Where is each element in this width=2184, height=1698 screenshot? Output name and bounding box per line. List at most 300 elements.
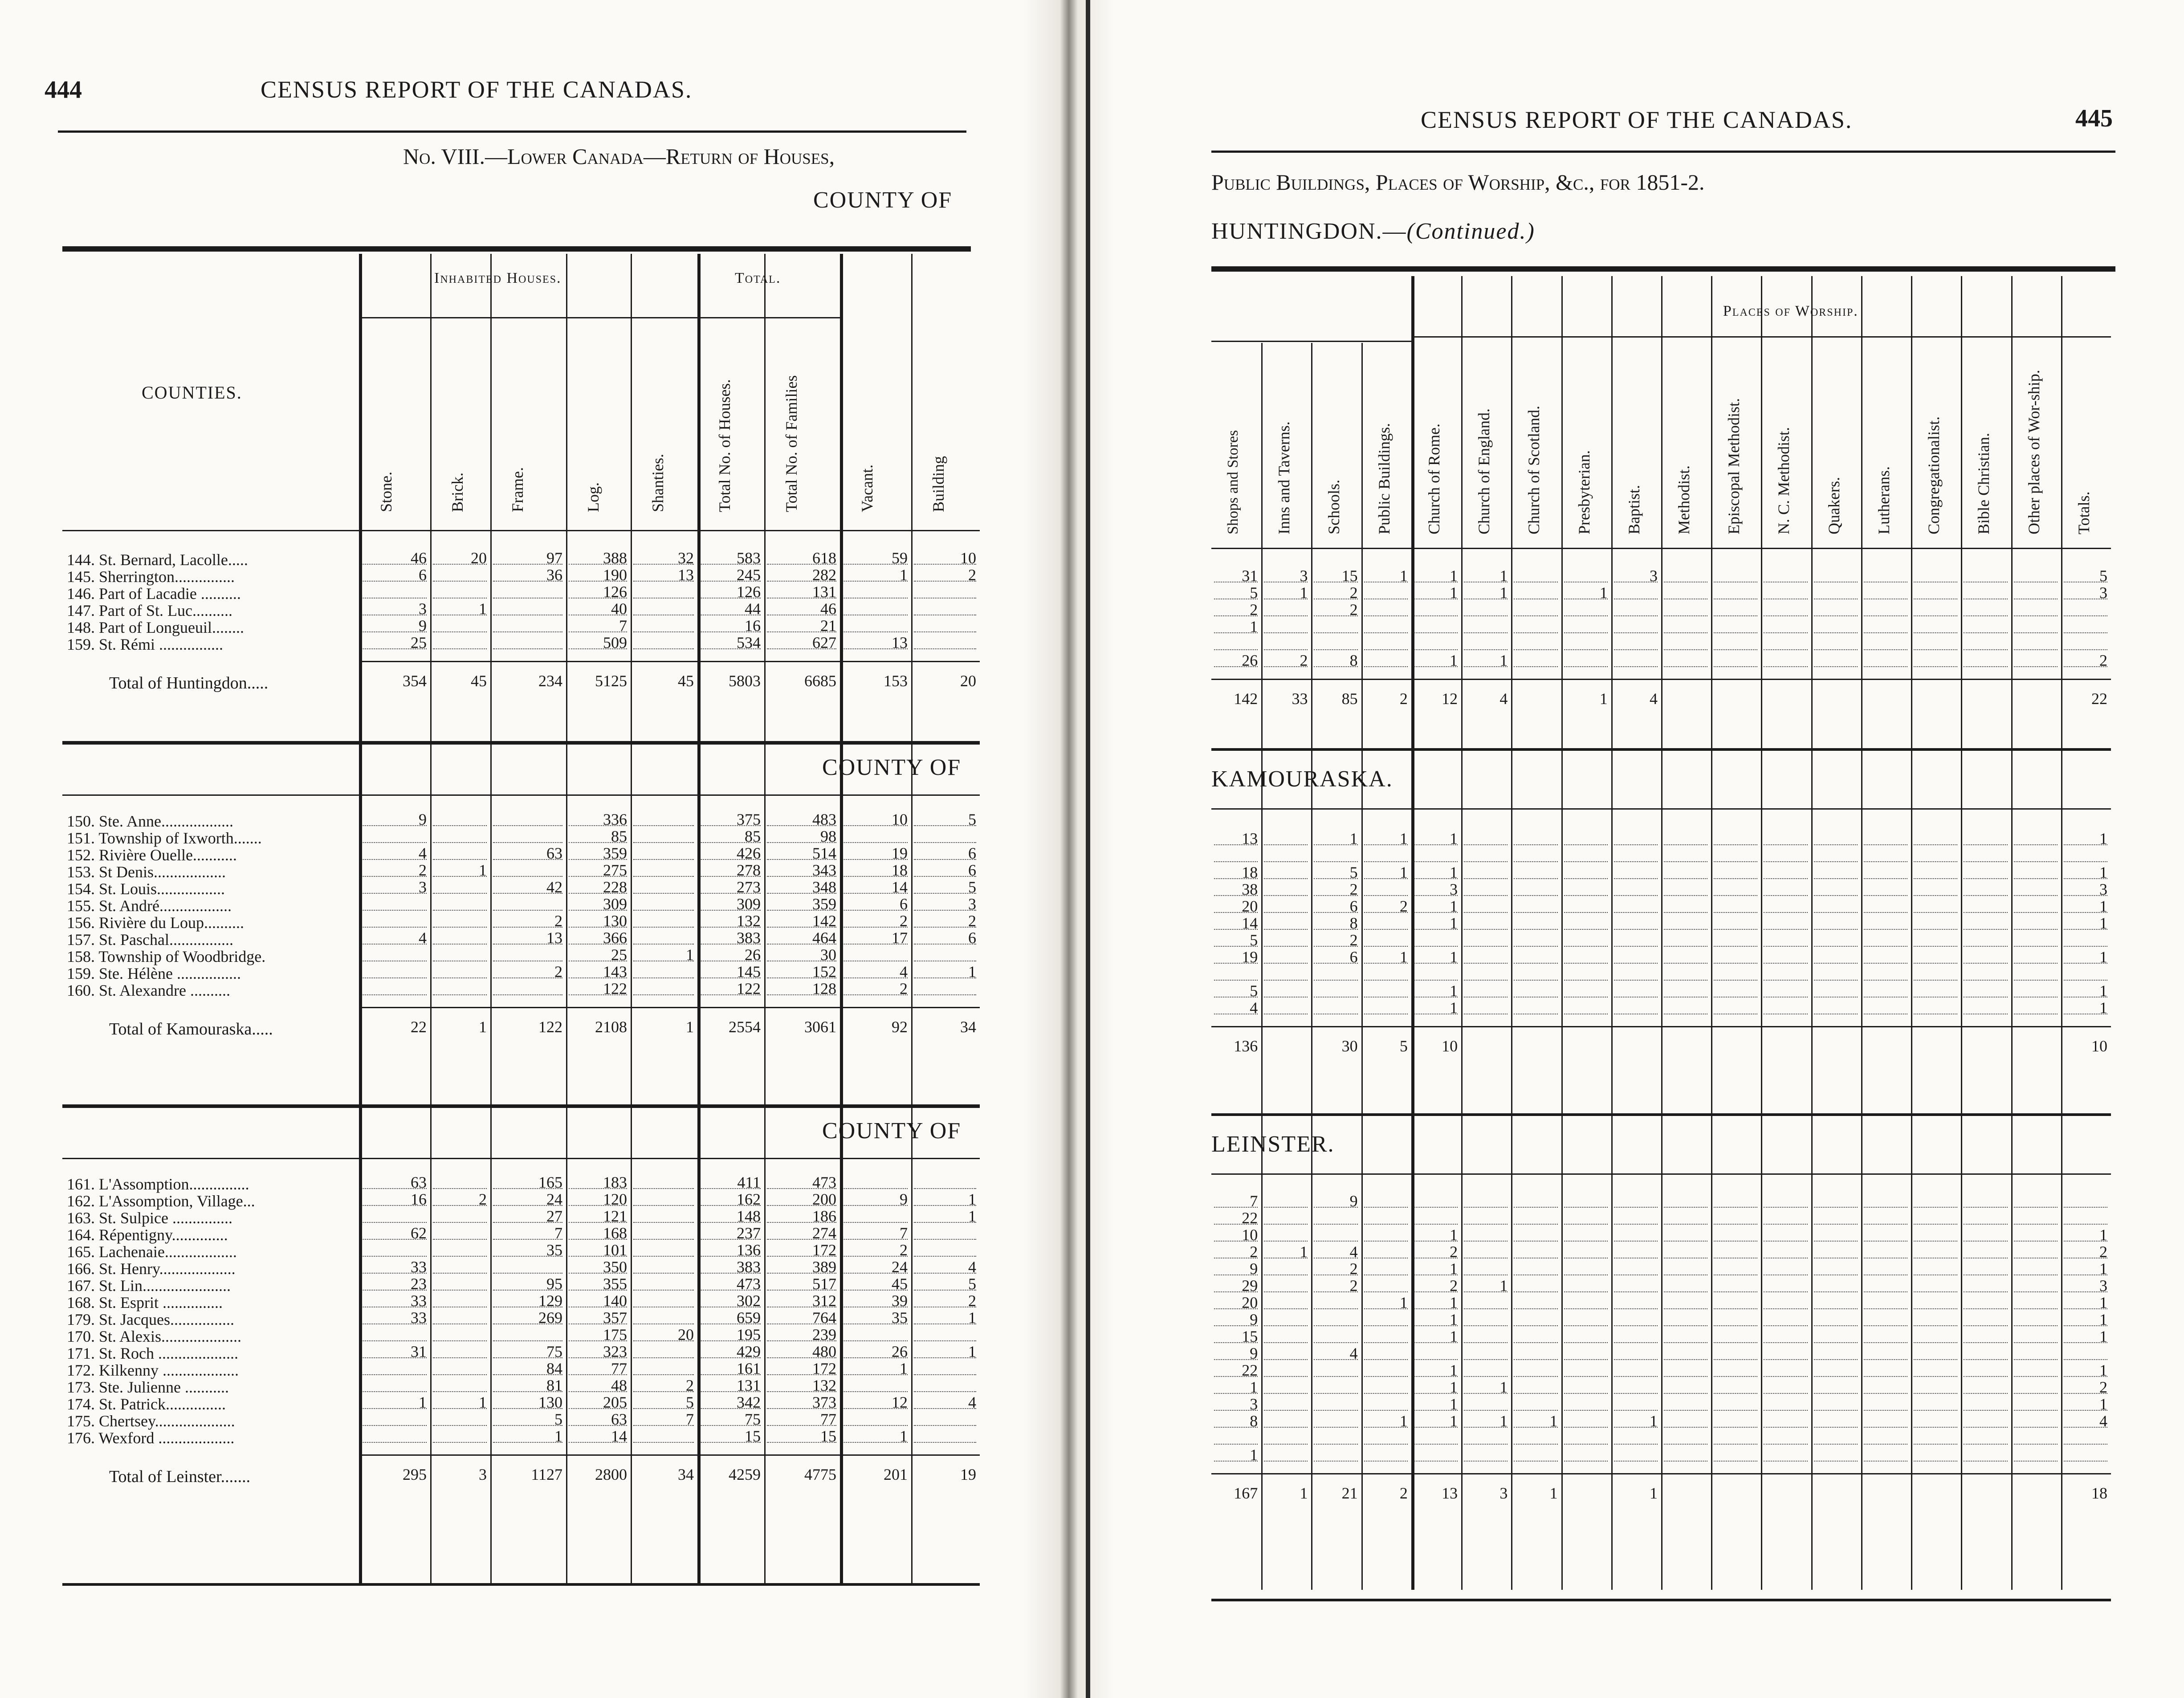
row-value: 2 bbox=[493, 964, 562, 978]
county-row-name: 155. St. André.................. bbox=[67, 897, 232, 915]
table-row bbox=[1211, 932, 2111, 949]
row-value bbox=[1464, 882, 1508, 896]
row-value: 1 bbox=[914, 1209, 976, 1223]
row-value bbox=[1564, 602, 1608, 616]
running-head: CENSUS REPORT OF THE CANADAS. bbox=[261, 76, 693, 103]
row-value: 162 bbox=[700, 1192, 761, 1206]
row-value: 129 bbox=[493, 1293, 562, 1307]
row-value: 2 bbox=[2064, 1244, 2107, 1258]
county-row-name: 146. Part of Lacadie .......... bbox=[67, 585, 241, 603]
row-value bbox=[2064, 848, 2107, 862]
row-value: 4 bbox=[362, 930, 427, 945]
row-value bbox=[633, 846, 694, 860]
row-value bbox=[1264, 932, 1308, 947]
total-value: 18 bbox=[2091, 1484, 2107, 1502]
row-value: 348 bbox=[767, 880, 836, 894]
row-value bbox=[843, 1175, 908, 1189]
row-value: 1 bbox=[1414, 1295, 1458, 1309]
bottom-rule bbox=[62, 1583, 980, 1586]
row-value bbox=[1764, 882, 1807, 896]
row-value: 5 bbox=[1214, 932, 1258, 947]
row-value bbox=[1514, 585, 1557, 599]
total-label: Total of Huntingdon..... bbox=[109, 674, 269, 692]
row-value: 426 bbox=[700, 846, 761, 860]
row-value bbox=[2064, 1193, 2107, 1208]
total-value bbox=[1914, 1038, 1957, 1052]
row-value: 44 bbox=[700, 601, 761, 615]
column-header: N. C. Methodist. bbox=[1775, 427, 1793, 534]
row-value bbox=[1464, 1363, 1508, 1377]
row-value bbox=[1414, 1430, 1458, 1445]
row-value bbox=[1964, 831, 2007, 845]
row-value: 1 bbox=[1414, 899, 1458, 913]
table-row bbox=[1211, 1346, 2111, 1363]
row-value bbox=[1614, 983, 1658, 998]
row-value bbox=[1514, 568, 1557, 582]
row-value: 23 bbox=[362, 1276, 427, 1291]
row-value bbox=[1714, 966, 1757, 981]
row-value: 77 bbox=[569, 1361, 627, 1375]
row-value: 31 bbox=[362, 1344, 427, 1358]
row-value bbox=[1664, 1193, 1707, 1208]
row-value bbox=[362, 1327, 427, 1341]
total-value: 142 bbox=[1234, 690, 1258, 708]
row-value bbox=[633, 1226, 694, 1240]
row-value bbox=[433, 1259, 487, 1274]
row-value bbox=[1814, 1329, 1858, 1343]
county-row-name: 159. Ste. Hélène ................ bbox=[67, 965, 241, 982]
section-rule bbox=[1211, 808, 2111, 810]
total-value: 3 bbox=[1499, 1484, 1508, 1502]
row-value bbox=[1864, 1329, 1907, 1343]
row-value bbox=[1764, 1278, 1807, 1292]
row-value: 32 bbox=[633, 550, 694, 565]
row-value bbox=[1814, 1430, 1858, 1445]
row-value bbox=[1864, 1430, 1907, 1445]
row-value: 1 bbox=[1264, 1244, 1308, 1258]
row-value: 6 bbox=[843, 896, 908, 911]
row-value bbox=[1364, 1227, 1408, 1242]
row-value: 5 bbox=[1214, 585, 1258, 599]
row-value bbox=[914, 618, 976, 632]
row-value bbox=[1464, 966, 1508, 981]
county-row-name: 163. St. Sulpice ............... bbox=[67, 1209, 233, 1227]
row-value bbox=[2014, 636, 2058, 650]
row-value bbox=[433, 896, 487, 911]
row-value: 3 bbox=[2064, 1278, 2107, 1292]
row-value: 5 bbox=[914, 880, 976, 894]
row-value bbox=[1964, 1397, 2007, 1411]
table-row bbox=[1211, 966, 2111, 983]
row-value: 3 bbox=[1414, 882, 1458, 896]
row-value bbox=[1864, 1295, 1907, 1309]
table-row bbox=[1211, 636, 2111, 653]
row-value bbox=[1814, 1244, 1858, 1258]
row-value bbox=[1264, 865, 1308, 879]
table-row bbox=[67, 1344, 980, 1361]
column-header: Totals. bbox=[2074, 491, 2093, 534]
row-value bbox=[1664, 882, 1707, 896]
row-value: 1 bbox=[1564, 585, 1608, 599]
row-value bbox=[1614, 899, 1658, 913]
row-value bbox=[1614, 882, 1658, 896]
row-value bbox=[1814, 848, 1858, 862]
row-value bbox=[2014, 1380, 2058, 1394]
row-value: 373 bbox=[767, 1395, 836, 1409]
row-value: 239 bbox=[767, 1327, 836, 1341]
column-header: Baptist. bbox=[1625, 485, 1643, 534]
row-value: 389 bbox=[767, 1259, 836, 1274]
row-value bbox=[433, 1429, 487, 1443]
row-value bbox=[1964, 916, 2007, 930]
row-value: 39 bbox=[843, 1293, 908, 1307]
row-value: 5 bbox=[493, 1412, 562, 1426]
row-value: 509 bbox=[569, 635, 627, 649]
row-value bbox=[2014, 1346, 2058, 1360]
row-value: 1 bbox=[1414, 1329, 1458, 1343]
row-value bbox=[1864, 585, 1907, 599]
row-value bbox=[1864, 568, 1907, 582]
total-value: 92 bbox=[892, 1018, 908, 1036]
row-value: 29 bbox=[1214, 1278, 1258, 1292]
row-value bbox=[1464, 1193, 1508, 1208]
row-value bbox=[1414, 1447, 1458, 1462]
table-row bbox=[67, 829, 980, 846]
total-row bbox=[1211, 1038, 2111, 1055]
row-value: 25 bbox=[569, 947, 627, 961]
row-value bbox=[1914, 1447, 1957, 1462]
row-value bbox=[1914, 636, 1957, 650]
row-value: 3 bbox=[1614, 568, 1658, 582]
row-value bbox=[362, 1378, 427, 1392]
row-value: 1 bbox=[1414, 568, 1458, 582]
row-value: 4 bbox=[362, 846, 427, 860]
row-value: 17 bbox=[843, 930, 908, 945]
row-value: 46 bbox=[767, 601, 836, 615]
row-value bbox=[1864, 1397, 1907, 1411]
row-value bbox=[633, 1175, 694, 1189]
row-value bbox=[433, 567, 487, 582]
table-row bbox=[1211, 602, 2111, 619]
row-value bbox=[1664, 1000, 1707, 1014]
row-value: 4 bbox=[843, 964, 908, 978]
row-value: 6 bbox=[1314, 899, 1357, 913]
group-inhabited-houses: Inhabited Houses. bbox=[434, 270, 562, 286]
total-value: 3061 bbox=[804, 1018, 836, 1036]
row-value: 6 bbox=[362, 567, 427, 582]
row-value: 9 bbox=[1214, 1261, 1258, 1275]
row-value bbox=[633, 930, 694, 945]
row-value bbox=[1964, 949, 2007, 964]
row-value bbox=[2014, 1210, 2058, 1225]
row-value bbox=[1514, 1210, 1557, 1225]
row-value bbox=[1614, 1329, 1658, 1343]
row-value bbox=[1614, 1000, 1658, 1014]
row-value: 95 bbox=[493, 1276, 562, 1291]
table-row bbox=[1211, 1295, 2111, 1312]
row-value bbox=[1464, 865, 1508, 879]
row-value: 1 bbox=[2064, 865, 2107, 879]
row-value bbox=[1764, 1430, 1807, 1445]
column-header: Frame. bbox=[509, 467, 526, 512]
row-value bbox=[1914, 1295, 1957, 1309]
row-value bbox=[1714, 1278, 1757, 1292]
total-value bbox=[1514, 1038, 1557, 1052]
row-value bbox=[1614, 865, 1658, 879]
row-value: 514 bbox=[767, 846, 836, 860]
row-value: 2 bbox=[362, 863, 427, 877]
row-value bbox=[1764, 1346, 1807, 1360]
row-value bbox=[1264, 848, 1308, 862]
row-value bbox=[1864, 1346, 1907, 1360]
row-value bbox=[1864, 1193, 1907, 1208]
row-value: 132 bbox=[700, 913, 761, 928]
county-row-name: 151. Township of Ixworth....... bbox=[67, 829, 262, 847]
column-header: Shops and Stores bbox=[1225, 430, 1241, 534]
row-value bbox=[633, 635, 694, 649]
row-value: 1 bbox=[1414, 1363, 1458, 1377]
group-rule bbox=[359, 317, 697, 318]
row-value bbox=[1814, 932, 1858, 947]
row-value: 16 bbox=[362, 1192, 427, 1206]
row-value bbox=[493, 584, 562, 599]
row-value bbox=[1864, 1363, 1907, 1377]
row-value: 13 bbox=[843, 635, 908, 649]
row-value bbox=[1764, 1363, 1807, 1377]
row-value bbox=[1614, 602, 1658, 616]
row-value: 20 bbox=[433, 550, 487, 565]
row-value bbox=[1314, 1312, 1357, 1326]
row-value: 63 bbox=[362, 1175, 427, 1189]
row-value bbox=[2064, 1447, 2107, 1462]
row-value bbox=[1764, 1210, 1807, 1225]
total-value bbox=[1714, 1038, 1757, 1052]
row-value bbox=[2014, 1312, 2058, 1326]
row-value: 343 bbox=[767, 863, 836, 877]
row-value bbox=[1564, 653, 1608, 667]
row-value bbox=[1364, 1278, 1408, 1292]
row-value bbox=[2014, 1193, 2058, 1208]
row-value bbox=[1464, 848, 1508, 862]
right-page bbox=[1100, 0, 2184, 1698]
total-value: 85 bbox=[1341, 690, 1358, 708]
row-value bbox=[1364, 1430, 1408, 1445]
row-value bbox=[1664, 619, 1707, 633]
column-header: Schools. bbox=[1325, 479, 1343, 534]
total-value bbox=[1964, 1038, 2007, 1052]
row-value: 152 bbox=[767, 964, 836, 978]
row-value bbox=[1964, 1329, 2007, 1343]
row-value bbox=[633, 1344, 694, 1358]
row-value: 618 bbox=[767, 550, 836, 565]
row-value: 1 bbox=[1414, 1227, 1458, 1242]
total-value bbox=[1664, 691, 1707, 704]
row-value: 13 bbox=[633, 567, 694, 582]
row-value bbox=[1264, 1363, 1308, 1377]
row-value bbox=[1564, 848, 1608, 862]
row-value bbox=[1964, 1261, 2007, 1275]
row-value bbox=[433, 635, 487, 649]
total-value: 20 bbox=[960, 672, 976, 690]
county-row-name: 166. St. Henry................... bbox=[67, 1260, 236, 1278]
row-value bbox=[2064, 1430, 2107, 1445]
total-value bbox=[1764, 691, 1807, 704]
row-value bbox=[493, 947, 562, 961]
row-value: 26 bbox=[1214, 653, 1258, 667]
row-value bbox=[1764, 636, 1807, 650]
row-value bbox=[2014, 1413, 2058, 1428]
row-value: 355 bbox=[569, 1276, 627, 1291]
row-value bbox=[1714, 831, 1757, 845]
table-row bbox=[67, 981, 980, 998]
row-value: 1 bbox=[1364, 865, 1408, 879]
row-value bbox=[1514, 932, 1557, 947]
total-value: 34 bbox=[678, 1466, 694, 1483]
row-value bbox=[1764, 899, 1807, 913]
row-value bbox=[362, 981, 427, 995]
row-value bbox=[1314, 983, 1357, 998]
row-value bbox=[1364, 966, 1408, 981]
row-value bbox=[1614, 932, 1658, 947]
row-value bbox=[1214, 966, 1258, 981]
section-rule bbox=[1211, 1113, 2111, 1116]
row-value bbox=[1664, 568, 1707, 582]
row-value bbox=[433, 1327, 487, 1341]
row-value bbox=[1564, 1430, 1608, 1445]
row-value bbox=[362, 1412, 427, 1426]
row-value bbox=[1914, 602, 1957, 616]
total-value: 1 bbox=[686, 1018, 694, 1036]
row-value: 140 bbox=[569, 1293, 627, 1307]
row-value bbox=[1664, 653, 1707, 667]
row-value bbox=[1364, 653, 1408, 667]
row-value: 309 bbox=[569, 896, 627, 911]
row-value bbox=[1564, 882, 1608, 896]
row-value bbox=[1514, 1363, 1557, 1377]
table-row bbox=[1211, 949, 2111, 966]
row-value bbox=[1364, 1380, 1408, 1394]
row-value: 15 bbox=[1214, 1329, 1258, 1343]
table-row bbox=[1211, 1413, 2111, 1430]
row-value bbox=[1464, 1000, 1508, 1014]
county-row-name: 171. St. Roch .................... bbox=[67, 1344, 239, 1362]
row-value bbox=[1514, 653, 1557, 667]
table-row bbox=[1211, 1261, 2111, 1278]
row-value bbox=[2014, 865, 2058, 879]
row-value bbox=[1514, 1430, 1557, 1445]
column-header: Building bbox=[929, 456, 947, 512]
row-value bbox=[1964, 1210, 2007, 1225]
row-value bbox=[1814, 602, 1858, 616]
row-value bbox=[1914, 585, 1957, 599]
row-value: 22 bbox=[1214, 1363, 1258, 1377]
row-value bbox=[914, 1378, 976, 1392]
row-value bbox=[1764, 1380, 1807, 1394]
row-value bbox=[1464, 949, 1508, 964]
row-value: 20 bbox=[1214, 899, 1258, 913]
row-value: 2 bbox=[1314, 1278, 1357, 1292]
row-value: 5 bbox=[633, 1395, 694, 1409]
row-value bbox=[2014, 899, 2058, 913]
total-value: 10 bbox=[2091, 1037, 2107, 1055]
row-value bbox=[633, 584, 694, 599]
total-rule bbox=[1211, 1026, 2111, 1027]
row-value bbox=[1514, 1261, 1557, 1275]
row-value: 1 bbox=[1414, 1000, 1458, 1014]
county-row-name: 156. Rivière du Loup.......... bbox=[67, 914, 244, 932]
total-value: 295 bbox=[403, 1466, 427, 1483]
table-row bbox=[1211, 1000, 2111, 1017]
row-value: 336 bbox=[569, 812, 627, 826]
row-value bbox=[493, 863, 562, 877]
row-value bbox=[1614, 831, 1658, 845]
row-value bbox=[1964, 1278, 2007, 1292]
row-value bbox=[1764, 1261, 1807, 1275]
row-value bbox=[1514, 1000, 1557, 1014]
table-row bbox=[1211, 1380, 2111, 1397]
table-row bbox=[1211, 848, 2111, 865]
row-value: 1 bbox=[1414, 1312, 1458, 1326]
total-value: 2 bbox=[1399, 690, 1408, 708]
row-value bbox=[1514, 1397, 1557, 1411]
row-value bbox=[1564, 636, 1608, 650]
total-value bbox=[1814, 691, 1858, 704]
row-value bbox=[433, 846, 487, 860]
row-value bbox=[1664, 983, 1707, 998]
row-value: 1 bbox=[1214, 619, 1258, 633]
row-value bbox=[1364, 1261, 1408, 1275]
row-value bbox=[1714, 1329, 1757, 1343]
row-value bbox=[1264, 1312, 1308, 1326]
row-value bbox=[1764, 602, 1807, 616]
row-value bbox=[914, 635, 976, 649]
row-value bbox=[1264, 899, 1308, 913]
row-value bbox=[433, 1209, 487, 1223]
row-value: 142 bbox=[767, 913, 836, 928]
row-value bbox=[1664, 1447, 1707, 1462]
row-value: 18 bbox=[1214, 865, 1258, 879]
total-value bbox=[2014, 691, 2058, 704]
row-value bbox=[1914, 1312, 1957, 1326]
county-row-name: 174. St. Patrick............... bbox=[67, 1395, 226, 1413]
table-row bbox=[67, 896, 980, 913]
row-value: 168 bbox=[569, 1226, 627, 1240]
bottom-rule bbox=[1211, 1599, 2111, 1601]
total-value bbox=[1864, 1486, 1907, 1499]
total-value: 4 bbox=[1649, 690, 1658, 708]
row-value bbox=[2014, 848, 2058, 862]
row-value bbox=[362, 1242, 427, 1257]
row-value: 183 bbox=[569, 1175, 627, 1189]
row-value bbox=[1664, 966, 1707, 981]
total-value: 45 bbox=[471, 672, 487, 690]
row-value: 4 bbox=[1214, 1000, 1258, 1014]
total-value bbox=[1814, 1038, 1858, 1052]
table-subtitle: No. VIII.—Lower Canada—Return of Houses, bbox=[403, 144, 835, 169]
row-value bbox=[1664, 1380, 1707, 1394]
row-value bbox=[1864, 1380, 1907, 1394]
row-value bbox=[1264, 1000, 1308, 1014]
row-value bbox=[1814, 1278, 1858, 1292]
table-row bbox=[67, 913, 980, 930]
county-row-name: 152. Rivière Ouelle........... bbox=[67, 846, 237, 864]
total-value: 22 bbox=[411, 1018, 427, 1036]
row-value bbox=[1414, 848, 1458, 862]
row-value bbox=[914, 1242, 976, 1257]
row-value bbox=[1914, 949, 1957, 964]
row-value: 9 bbox=[843, 1192, 908, 1206]
table-row bbox=[67, 846, 980, 863]
